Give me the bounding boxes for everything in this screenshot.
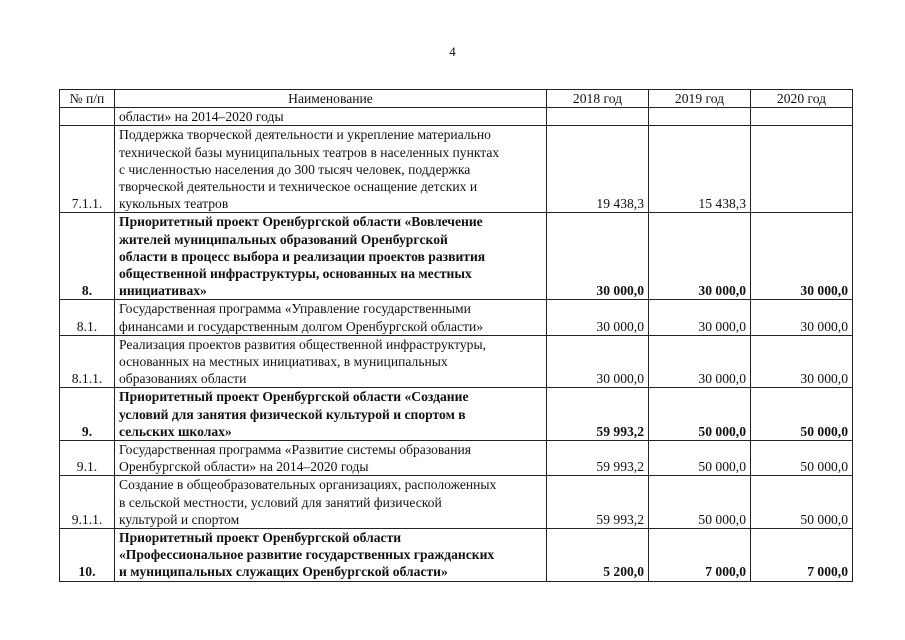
table-row [60,213,853,300]
value-2018: 30 000,0 [547,213,649,300]
budget-table [59,89,853,582]
continuation-text: области» на 2014–2020 годы [115,108,547,126]
value-2019: 30 000,0 [649,300,751,335]
row-name-line: Приоритетный проект Оренбургской области «Создание [119,389,469,405]
value-2019: 50 000,0 [649,388,751,441]
value-2020: 50 000,0 [751,388,853,441]
row-name-line: общественной инфраструктуры, основанных на местных [119,266,472,282]
value-2019: 30 000,0 [649,335,751,388]
table-row [60,335,853,388]
header-name: Наименование [115,90,547,108]
value-2020: 30 000,0 [751,213,853,300]
row-name-line: Создание в общеобразовательных организациях, расположенных [119,477,497,493]
value-2020 [751,126,853,213]
row-name-line: Приоритетный проект Оренбургской области [119,530,402,546]
value-2020: 30 000,0 [751,300,853,335]
row-name-line: сельских школах» [119,423,232,439]
value-2018: 59 993,2 [547,441,649,476]
table-row [60,388,853,441]
row-name [115,300,547,335]
table-row [60,476,853,529]
row-name-line: образованиях области [119,371,247,387]
row-number: 9.1.1. [60,476,115,529]
row-name [115,388,547,441]
table-row [60,441,853,476]
row-number: 9.1. [60,441,115,476]
row-name-line: культурой и спортом [119,511,240,527]
table-row [60,126,853,213]
row-name-line: технической базы муниципальных театров в населенных пунктах [119,144,500,160]
value-2018: 59 993,2 [547,476,649,529]
value-2018: 19 438,3 [547,126,649,213]
value-2020: 50 000,0 [751,441,853,476]
value-2018: 30 000,0 [547,335,649,388]
table-row [60,300,853,335]
row-name-line: и муниципальных служащих Оренбургской области» [119,564,448,580]
value-2020: 30 000,0 [751,335,853,388]
row-name [115,476,547,529]
value-2020: 50 000,0 [751,476,853,529]
row-number: 10. [60,529,115,582]
row-number: 8.1. [60,300,115,335]
header-2019: 2019 год [649,90,751,108]
row-name-line: инициативах» [119,283,207,299]
value-2018: 30 000,0 [547,300,649,335]
row-name [115,529,547,582]
row-name [115,126,547,213]
row-name-line: «Профессиональное развитие государственных гражданских [119,547,495,563]
row-name [115,213,547,300]
row-name-line: условий для занятия физической культурой и спортом в [119,406,466,422]
row-name-line: с численностью населения до 300 тысяч человек, поддержка [119,161,471,177]
row-name-line: Поддержка творческой деятельности и укрепление материально [119,127,491,143]
row-name-line: основанных на местных инициативах, в муниципальных [119,354,448,370]
row-name-line: финансами и государственным долгом Оренбургской области» [119,318,484,334]
row-name-line: области в процесс выбора и реализации проектов развития [119,248,486,264]
row-number: 9. [60,388,115,441]
continuation-row [60,108,853,126]
row-name-line: Государственная программа «Развитие системы образования [119,442,471,458]
row-name-line: творческой деятельности и техническое оснащение детских и [119,179,478,195]
value-2019: 30 000,0 [649,213,751,300]
value-2019: 50 000,0 [649,476,751,529]
value-2019: 15 438,3 [649,126,751,213]
row-name-line: кукольных театров [119,196,229,212]
row-name [115,335,547,388]
row-name-line: Реализация проектов развития общественной инфраструктуры, [119,336,486,352]
row-name [115,441,547,476]
row-number: 7.1.1. [60,126,115,213]
row-name-line: в сельской местности, условий для занятий физической [119,494,442,510]
table-header-row [60,90,853,108]
row-number: 8.1.1. [60,335,115,388]
row-number: 8. [60,213,115,300]
row-name-line: Государственная программа «Управление государственными [119,301,471,317]
page-number: 4 [449,44,456,59]
value-2018: 59 993,2 [547,388,649,441]
value-2019: 7 000,0 [649,529,751,582]
value-2019: 50 000,0 [649,441,751,476]
row-name-line: Приоритетный проект Оренбургской области «Вовлечение [119,214,483,230]
value-2020: 7 000,0 [751,529,853,582]
value-2018: 5 200,0 [547,529,649,582]
row-name-line: жителей муниципальных образований Оренбургской [119,231,448,247]
header-2018: 2018 год [547,90,649,108]
row-name-line: Оренбургской области» на 2014–2020 годы [119,459,369,475]
header-number: № п/п [60,90,115,108]
table-row [60,529,853,582]
header-2020: 2020 год [751,90,853,108]
